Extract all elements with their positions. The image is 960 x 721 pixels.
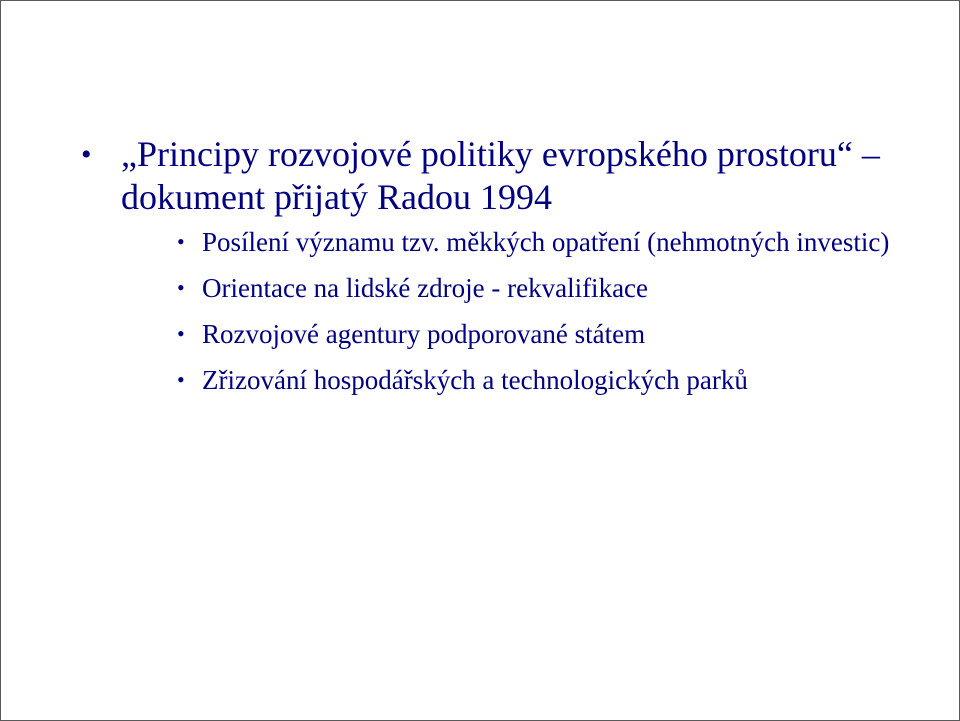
bullet-icon: • xyxy=(177,367,185,392)
bullet-icon: • xyxy=(177,229,185,254)
sub-bullet-item xyxy=(81,316,921,352)
sub-bullet-text: Orientace na lidské zdroje - rekvalifikace xyxy=(202,273,649,303)
sub-bullet-text: Zřizování hospodářských a technologických parků xyxy=(202,365,748,395)
sub-bullet-item xyxy=(81,224,921,260)
sub-bullet-item xyxy=(81,362,921,398)
bullet-icon: • xyxy=(177,321,185,346)
sub-bullet-text: Posílení významu tzv. měkkých opatření (nehmotných investic) xyxy=(202,227,890,257)
main-bullet-item xyxy=(81,133,921,219)
sub-bullet-item xyxy=(81,270,921,306)
sub-bullet-text: Rozvojové agentury podporované státem xyxy=(202,319,646,349)
bullet-icon: • xyxy=(81,138,92,171)
slide-content xyxy=(81,133,921,408)
bullet-icon: • xyxy=(177,275,185,300)
main-bullet-text: „Principy rozvojové politiky evropského prostoru“ – dokument přijatý Radou 1994 xyxy=(121,134,880,217)
